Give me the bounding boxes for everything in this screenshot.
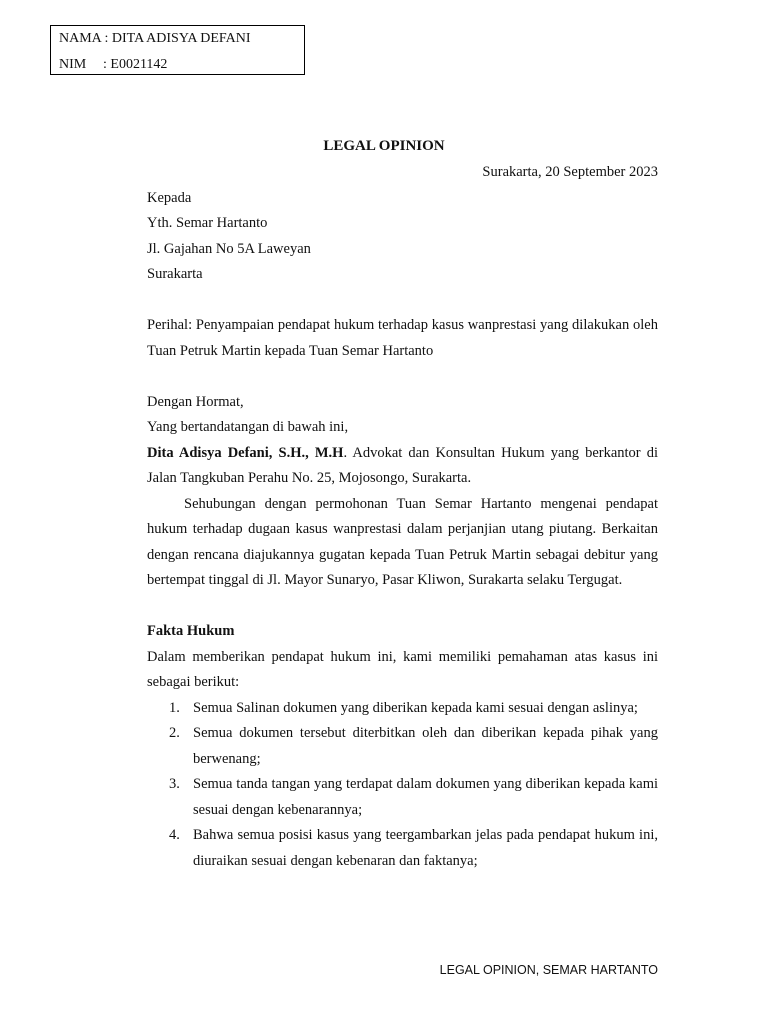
list-item-number: 2. (169, 725, 180, 741)
letter-body (147, 160, 658, 874)
letter-subject: Perihal: Penyampaian pendapat hukum terhadap kasus wanprestasi yang dilakukan oleh Tuan Petruk Martin kepada Tuan Semar Hartanto (147, 317, 658, 359)
letter-date: Surakarta, 20 September 2023 (482, 164, 658, 180)
recipient-block (147, 186, 658, 288)
facts-heading: Fakta Hukum (147, 623, 235, 639)
list-item-text: Semua Salinan dokumen yang diberikan kepada kami sesuai dengan aslinya; (193, 699, 638, 716)
salutation: Dengan Hormat, (147, 393, 244, 410)
intro-paragraph: Sehubungan dengan permohonan Tuan Semar Hartanto mengenai pendapat hukum terhadap dugaan kasus wanprestasi dalam perjanjian utang piutang. Berkaitan dengan rencana diajukannya gugatan kepada Tuan Petruk Martin sebagai debitur yang bertempat tinggal di Jl. Mayor Sunaryo, Pasar Kliwon, Surakarta selaku Tergugat. (147, 495, 658, 588)
list-item (147, 721, 658, 772)
signer-name: Dita Adisya Defani, S.H., M.H (147, 444, 344, 461)
list-item-text: Semua dokumen tersebut diterbitkan oleh dan diberikan kepada pihak yang berwenang; (193, 725, 658, 767)
recipient-address: Jl. Gajahan No 5A Laweyan (147, 240, 311, 257)
student-nim (59, 58, 167, 72)
facts-intro: Dalam memberikan pendapat hukum ini, kami memiliki pemahaman atas kasus ini sebagai berikut: (147, 648, 658, 690)
student-name: NAMA : DITA ADISYA DEFANI (59, 31, 251, 46)
list-item (147, 772, 658, 823)
list-item-number: 4. (169, 827, 180, 843)
recipient-city: Surakarta (147, 266, 203, 282)
signer-description: . Advokat dan Konsultan Hukum yang berkantor di Jalan Tangkuban Perahu No. 25, Mojosongo, Surakarta. (147, 444, 659, 486)
recipient-greeting: Kepada (147, 189, 192, 206)
list-item-text: Bahwa semua posisi kasus yang teergambarkan jelas pada pendapat hukum ini, diuraikan sesuai dengan kebenaran dan faktanya; (193, 827, 658, 869)
student-identity-box (50, 25, 305, 75)
facts-list (147, 696, 658, 875)
document-title: LEGAL OPINION (323, 138, 445, 154)
recipient-name: Yth. Semar Hartanto (147, 215, 268, 231)
list-item (147, 696, 658, 722)
list-item-number: 1. (169, 699, 180, 716)
signer-paragraph (147, 441, 658, 492)
page-footer: LEGAL OPINION, SEMAR HARTANTO (439, 963, 658, 977)
nim-label: NIM (59, 57, 87, 72)
list-item-number: 3. (169, 776, 180, 792)
undersigned-line: Yang bertandatangan di bawah ini, (147, 419, 349, 435)
nim-value: : E0021142 (103, 57, 168, 72)
list-item-text: Semua tanda tangan yang terdapat dalam dokumen yang diberikan kepada kami sesuai dengan kebenarannya; (193, 776, 658, 818)
list-item (147, 823, 658, 874)
